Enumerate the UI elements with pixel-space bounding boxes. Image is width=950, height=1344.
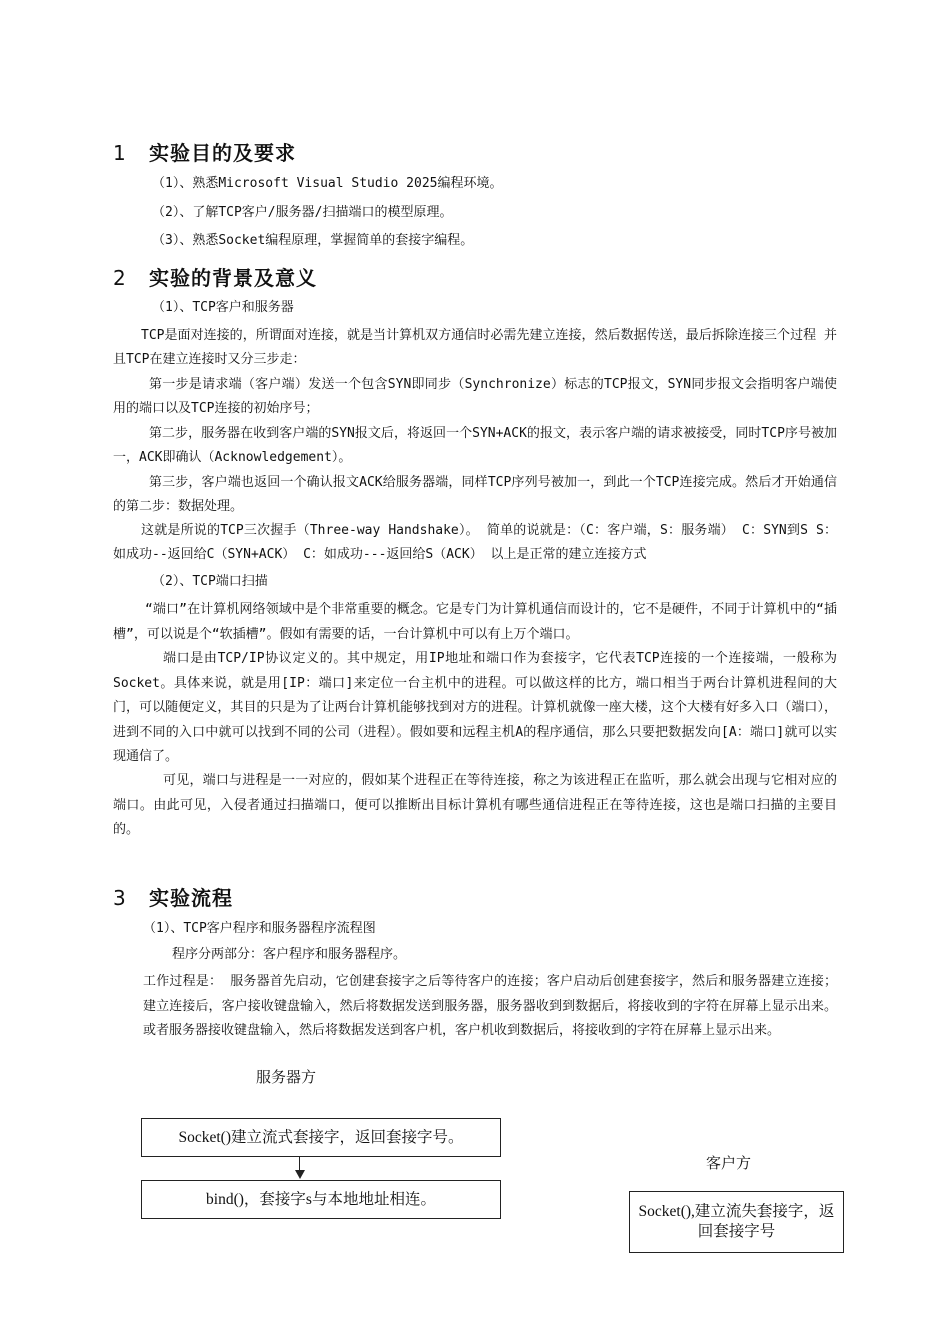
section2-number: 2 [113,266,127,290]
section2-paragraph-4: 第三步，客户端也返回一个确认报文ACK给服务器端，同样TCP序列号被加一，到此一个TCP连接完成。然后才开始通信的第二步：数据处理。 [113,475,837,514]
flow-arrow-head-icon [295,1170,305,1179]
section2-paragraph-8: 可见，端口与进程是一一对应的，假如某个进程正在等待连接，称之为该进程正在监听，那么就会出现与它相对应的端口。由此可见，入侵者通过扫描端口，便可以推断出目标计算机有哪些通信进程正在等待连接，这也是端口扫描的主要目的。 [113,773,837,837]
section3-subheading-1: （1）、TCP客户程序和服务器程序流程图 [143,921,376,936]
section2-paragraph-6: “端口”在计算机网络领域中是个非常重要的概念。它是专门为计算机通信而设计的，它不是硬件，不同于计算机中的“插槽”，可以说是个“软插槽”。假如有需要的话，一台计算机中可以有上万个端口。 [113,602,837,642]
section3-number: 3 [113,886,127,910]
section1-item-2: （2）、了解TCP客户/服务器/扫描端口的模型原理。 [152,205,453,220]
server-socket-box [141,1118,501,1157]
server-side-label: 服务器方 [256,1068,317,1086]
section3-heading [113,882,233,911]
section3-title: 实验流程 [149,886,233,910]
flow-arrow-line [299,1157,300,1171]
section2-title: 实验的背景及意义 [149,266,317,290]
section2-subheading-2: （2）、TCP端口扫描 [152,574,268,589]
section2-heading [113,262,317,291]
section2-paragraph-2: 第一步是请求端（客户端）发送一个包含SYN即同步（Synchronize）标志的TCP报文，SYN同步报文会指明客户端使用的端口以及TCP连接的初始序号； [113,377,837,416]
section3-paragraph-2: 工作过程是： 服务器首先启动，它创建套接字之后等待客户的连接；客户启动后创建套接字，然后和服务器建立连接；建立连接后，客户接收键盘输入，然后将数据发送到服务器，服务器收到到数据后，将接收到的字符在屏幕上显示出来。或者服务器接收键盘输入，然后将数据发送到客户机，客户机收到数据后，将接收到的字符在屏幕上显示出来。 [143,974,837,1038]
section1-item-3: （3）、熟悉Socket编程原理，掌握简单的套接字编程。 [152,233,474,248]
section1-title: 实验目的及要求 [149,141,296,165]
server-socket-box-text: Socket()建立流式套接字，返回套接字号。 [178,1128,464,1146]
section3-paragraph-1: 程序分两部分：客户程序和服务器程序。 [172,947,407,962]
section2-paragraph-1: TCP是面对连接的，所谓面对连接，就是当计算机双方通信时必需先建立连接，然后数据传送，最后拆除连接三个过程 并且TCP在建立连接时又分三步走： [113,328,837,367]
section2-subheading-1: （1）、TCP客户和服务器 [152,300,294,315]
section1-heading [113,137,296,166]
server-bind-box [141,1180,501,1219]
client-side-label: 客户方 [706,1154,752,1172]
section2-paragraph-5: 这就是所说的TCP三次握手（Three-way Handshake）。 简单的说就是：（C：客户端，S：服务端） C：SYN到S S：如成功--返回给C（SYN+ACK） C：如成功---返回给S（ACK） 以上是正常的建立连接方式 [113,523,837,562]
section2-paragraph-3: 第二步，服务器在收到客户端的SYN报文后，将返回一个SYN+ACK的报文，表示客户端的请求被接受，同时TCP序号被加一，ACK即确认（Acknowledgement）。 [113,426,837,465]
section1-item-1: （1）、熟悉Microsoft Visual Studio 2025编程环境。 [152,176,503,191]
server-bind-box-text: bind()，套接字s与本地地址相连。 [206,1190,436,1208]
client-socket-box [629,1191,844,1253]
section2-paragraph-7: 端口是由TCP/IP协议定义的。其中规定，用IP地址和端口作为套接字，它代表TCP连接的一个连接端，一般称为Socket。具体来说，就是用[IP：端口]来定位一台主机中的进程。可以做这样的比方，端口相当于两台计算机进程间的大门，可以随便定义，其目的只是为了让两台计算机能够找到对方的进程。计算机就像一座大楼，这个大楼有好多入口（端口），进到不同的入口中就可以找到不同的公司（进程）。假如要和远程主机A的程序通信，那么只要把数据发向[A：端口]就可以实现通信了。 [113,651,837,764]
section1-number: 1 [113,141,127,165]
client-socket-box-text: Socket(),建立流失套接字，返回套接字号 [638,1203,835,1240]
